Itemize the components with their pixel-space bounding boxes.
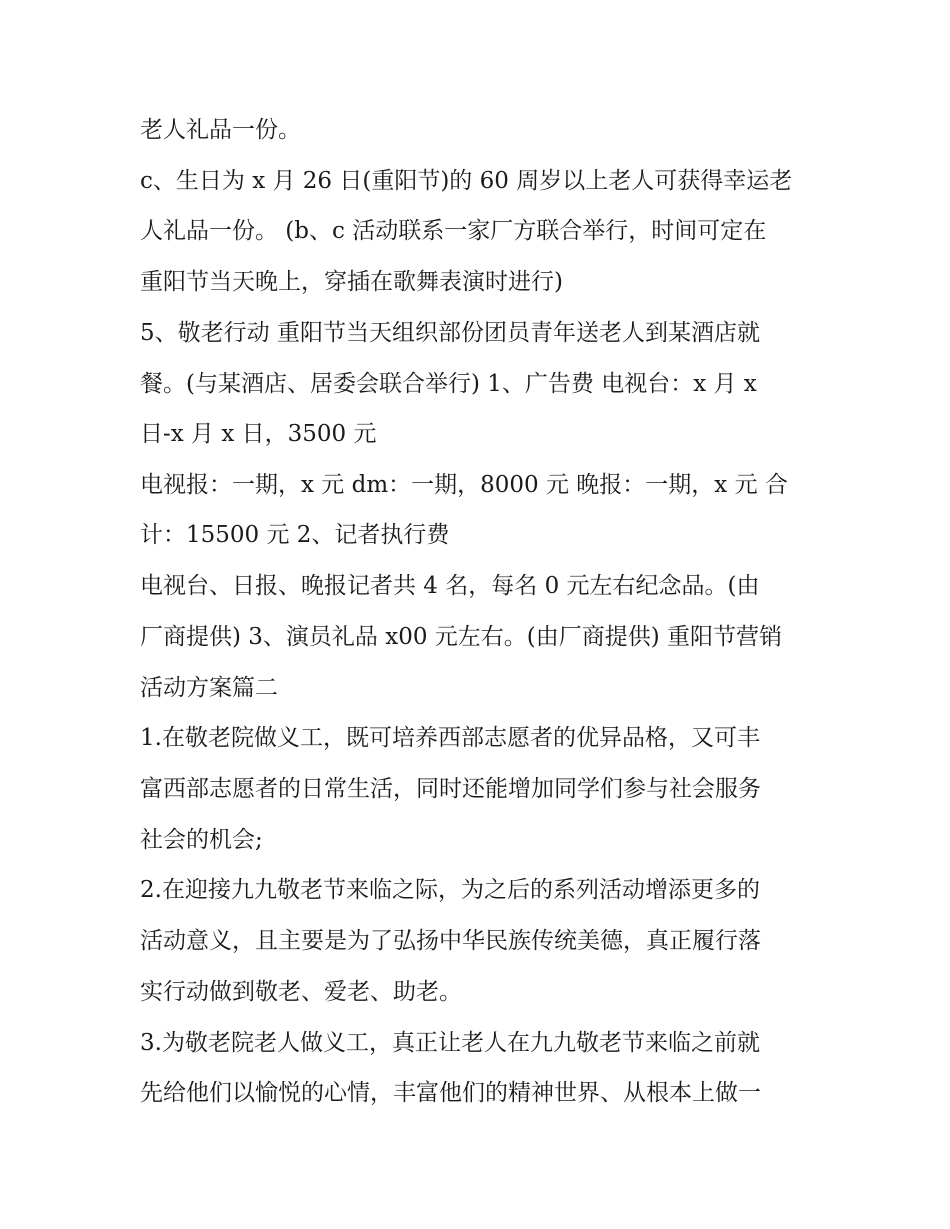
text-line: 社会的机会;: [140, 827, 263, 853]
section-heading: 活动方案篇二: [140, 675, 278, 701]
text-line: 5、敬老行动 重阳节当天组织部份团员青年送老人到某酒店就: [140, 320, 760, 346]
text-line: 富西部志愿者的日常生活，同时还能增加同学们参与社会服务: [140, 776, 761, 802]
text-line: 餐。(与某酒店、居委会联合举行) 1、广告费 电视台：x 月 x: [140, 371, 757, 397]
text-line: 计：15500 元 2、记者执行费: [140, 522, 450, 548]
text-line: 重阳节当天晚上，穿插在歌舞表演时进行): [140, 269, 563, 295]
text-line: 实行动做到敬老、爱老、助老。: [140, 979, 462, 1005]
text-line: 厂商提供) 3、演员礼品 x00 元左右。(由厂商提供) 重阳节营销: [140, 624, 783, 650]
text-line: 3.为敬老院老人做义工，真正让老人在九九敬老节来临之前就: [140, 1030, 760, 1056]
text-line: 日-x 月 x 日，3500 元: [140, 421, 377, 447]
text-line: 先给他们以愉悦的心情，丰富他们的精神世界、从根本上做一: [140, 1080, 761, 1106]
text-line: 人礼品一份。 (b、c 活动联系一家厂方联合举行，时间可定在: [140, 218, 767, 244]
text-line: 电视台、日报、晚报记者共 4 名，每名 0 元左右纪念品。(由: [140, 573, 760, 599]
text-line: 老人礼品一份。: [140, 117, 301, 143]
text-line: 1.在敬老院做义工，既可培养西部志愿者的优异品格，又可丰: [140, 725, 760, 751]
text-line: 2.在迎接九九敬老节来临之际，为之后的系列活动增添更多的: [140, 877, 760, 903]
text-line: c、生日为 x 月 26 日(重阳节)的 60 周岁以上老人可获得幸运老: [140, 168, 793, 194]
text-line: 电视报：一期，x 元 dm：一期，8000 元 晚报：一期，x 元 合: [140, 472, 788, 498]
text-line: 活动意义，且主要是为了弘扬中华民族传统美德，真正履行落: [140, 928, 761, 954]
